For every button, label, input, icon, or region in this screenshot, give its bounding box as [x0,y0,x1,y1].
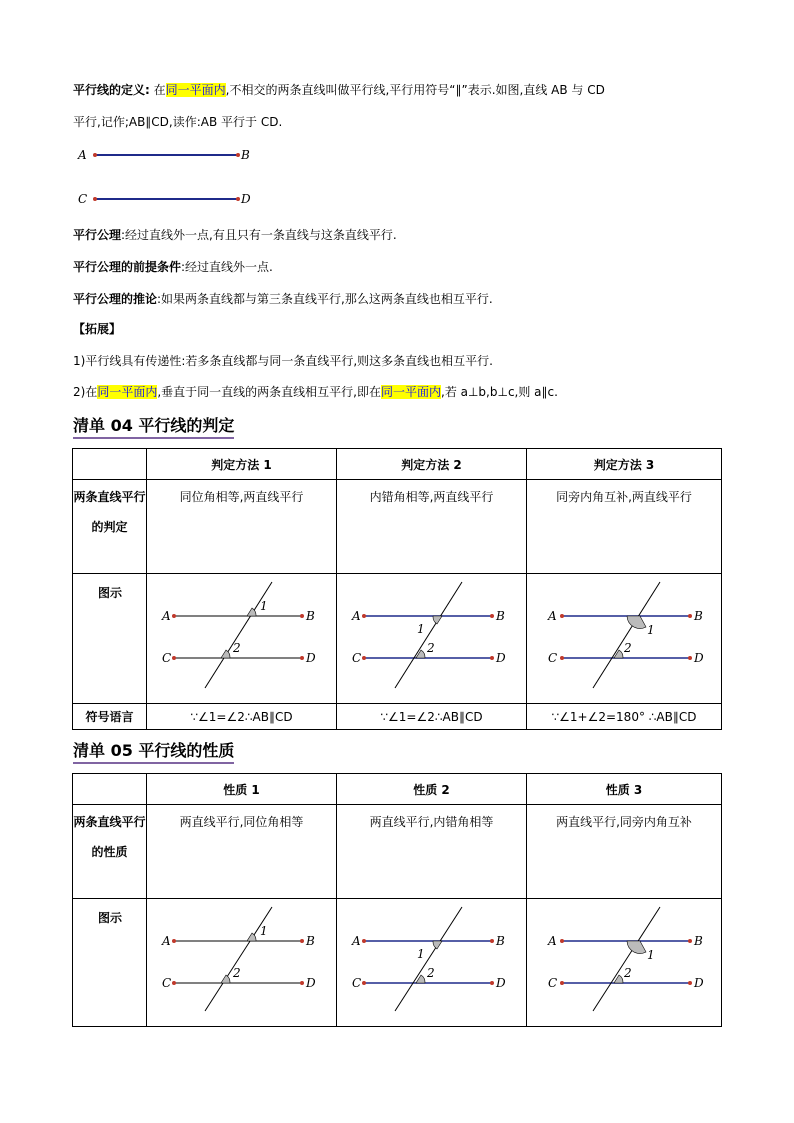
label-b: B [694,609,703,623]
point-a [362,939,366,943]
label-d: D [496,976,506,990]
label-angle-2: 2 [233,966,241,980]
angle-2-arc [221,975,230,983]
label-d: D [694,651,704,665]
angle-1-arc [627,941,646,953]
expand-item-1: 1)平行线具有传递性:若多条直线都与同一条直线平行,则这多条直线也相互平行. [73,354,493,368]
rule-method-3: 同旁内角互补,两直线平行 [527,480,722,574]
label-angle-2: 2 [624,966,632,980]
label-d: D [694,976,704,990]
judgment-rule-row [73,480,722,574]
corollary-label: 平行公理的推论 [73,292,158,306]
angle-1-arc [627,616,646,628]
point-d [490,656,494,660]
figure-interior-angles [527,899,722,1023]
label-angle-1: 1 [417,947,425,961]
axiom-line [73,226,397,243]
header-empty [73,774,147,805]
point-b [688,614,692,618]
header-method-3: 判定方法 3 [527,449,722,480]
label-b: B [306,609,315,623]
judgment-header-row [73,449,722,480]
property-header-row [73,774,722,805]
label-angle-2: 2 [427,641,435,655]
point-b [490,614,494,618]
rule-method-1: 同位角相等,两直线平行 [147,480,337,574]
point-c [560,656,564,660]
point-d [688,981,692,985]
point-a [172,939,176,943]
transversal [395,907,462,1011]
point-c [362,981,366,985]
label-c: C [162,651,172,665]
point-c [93,197,97,201]
label-b: B [694,934,703,948]
figure-alternate-angles [337,899,527,1023]
figure-corresponding-angles [147,574,337,700]
property-1: 两直线平行,同位角相等 [147,805,337,899]
header-property-2: 性质 2 [337,774,527,805]
point-b [236,153,240,157]
point-c-label: C [78,192,88,206]
section-04-title: 清单 04 平行线的判定 [73,416,234,439]
figure-cell-1 [147,899,337,1027]
property-figure-row [73,899,722,1027]
label-angle-1: 1 [647,948,655,962]
point-d [490,981,494,985]
point-b [300,614,304,618]
figure-corresponding-angles [147,899,337,1023]
highlight-same-plane: 同一平面内 [165,83,226,97]
label-angle-1: 1 [647,623,655,637]
label-d: D [306,651,316,665]
expand2-pre: 2)在 [73,385,98,399]
premise-line [73,258,273,275]
axiom-label: 平行公理 [73,228,122,242]
point-c [172,656,176,660]
definition-label: 平行线的定义: [73,83,150,97]
header-property-3: 性质 3 [527,774,722,805]
angle-1-arc [433,616,442,624]
label-angle-1: 1 [260,599,268,613]
header-empty [73,449,147,480]
highlight-same-plane-2: 同一平面内 [97,385,158,399]
point-c [362,656,366,660]
point-b [490,939,494,943]
point-d [688,656,692,660]
label-c: C [162,976,172,990]
point-c [560,981,564,985]
symbol-row-label: 符号语言 [73,704,147,730]
judgment-symbol-row [73,704,722,730]
premise-text: :经过直线外一点. [181,260,273,274]
expand-item-2 [73,383,558,400]
transversal [395,582,462,688]
angle-2-arc [614,650,623,658]
property-table [72,773,722,1027]
parallel-lines-figure [70,140,270,215]
point-b [300,939,304,943]
symbol-method-1: ∵∠1=∠2∴AB∥CD [147,704,337,730]
corollary-text: :如果两条直线都与第三条直线平行,那么这两条直线也相互平行. [157,292,493,306]
label-a: A [162,609,171,623]
judgment-figure-row [73,574,722,704]
label-a: A [162,934,171,948]
label-angle-2: 2 [233,641,241,655]
figure-cell-2 [337,574,527,704]
figure-row-label: 图示 [97,586,122,600]
point-d [236,197,240,201]
axiom-text: :经过直线外一点,有且只有一条直线与这条直线平行. [121,228,397,242]
label-angle-2: 2 [624,641,632,655]
definition-line-2: 平行,记作;AB∥CD,读作:AB 平行于 CD. [73,115,283,129]
label-a: A [548,934,557,948]
label-a: A [548,609,557,623]
section-05-title: 清单 05 平行线的性质 [73,741,234,764]
label-c: C [352,651,362,665]
point-a [93,153,97,157]
header-method-2: 判定方法 2 [337,449,527,480]
expand2-mid: ,垂直于同一直线的两条直线相互平行,即在 [157,385,381,399]
rule-row-label: 两条直线平行的判定 [73,480,147,574]
label-a: A [352,934,361,948]
point-b-label: B [241,148,250,162]
symbol-method-2: ∵∠1=∠2∴AB∥CD [337,704,527,730]
point-d-label: D [241,192,251,206]
point-a [172,614,176,618]
definition-text: ,不相交的两条直线叫做平行线,平行用符号“∥”表示.如图,直线 AB 与 CD [225,83,605,97]
transversal [205,907,272,1011]
definition-line-1 [73,81,605,98]
point-d [300,981,304,985]
point-c [172,981,176,985]
angle-2-arc [416,650,425,658]
figure-cell-2 [337,899,527,1027]
property-row-label: 两条直线平行的性质 [73,805,147,899]
figure-interior-angles [527,574,722,700]
symbol-method-3: ∵∠1+∠2=180° ∴AB∥CD [527,704,722,730]
expand-heading: 【拓展】 [73,322,122,336]
figure-alternate-angles [337,574,527,700]
transversal [205,582,272,688]
figure-cell-3 [527,574,722,704]
definition-pre: 在 [149,83,166,97]
label-d: D [306,976,316,990]
angle-1-arc [433,941,442,949]
figure-row-label: 图示 [97,911,122,925]
point-a-label: A [78,148,87,162]
figure-row-label-cell [73,574,147,704]
rule-method-2: 内错角相等,两直线平行 [337,480,527,574]
label-a: A [352,609,361,623]
label-b: B [496,609,505,623]
label-angle-1: 1 [417,622,425,636]
header-property-1: 性质 1 [147,774,337,805]
header-method-1: 判定方法 1 [147,449,337,480]
label-d: D [496,651,506,665]
point-a [560,614,564,618]
label-c: C [352,976,362,990]
expand2-post: ,若 a⊥b,b⊥c,则 a∥c. [441,385,558,399]
point-a [362,614,366,618]
label-angle-2: 2 [427,966,435,980]
point-a [560,939,564,943]
label-b: B [306,934,315,948]
judgment-table [72,448,722,730]
property-rule-row [73,805,722,899]
figure-cell-3 [527,899,722,1027]
corollary-line [73,290,493,307]
property-3: 两直线平行,同旁内角互补 [527,805,722,899]
label-angle-1: 1 [260,924,268,938]
figure-cell-1 [147,574,337,704]
label-c: C [548,651,558,665]
label-c: C [548,976,558,990]
property-2: 两直线平行,内错角相等 [337,805,527,899]
premise-label: 平行公理的前提条件 [73,260,182,274]
point-b [688,939,692,943]
figure-row-label-cell [73,899,147,1027]
highlight-same-plane-3: 同一平面内 [380,385,441,399]
label-b: B [496,934,505,948]
point-d [300,656,304,660]
